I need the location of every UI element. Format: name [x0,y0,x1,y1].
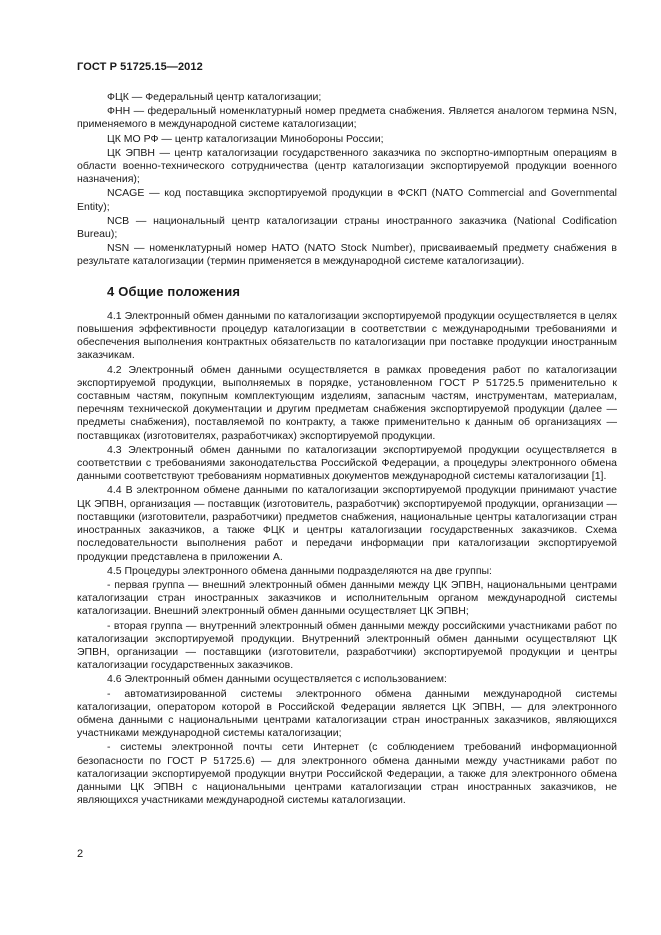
paragraph: 4.6 Электронный обмен данными осуществляется с использованием: [107,673,447,686]
abbreviation-item: NSN — номенклатурный номер НАТО (NATO Stock Number), присваиваемый предмету снабжения в результате каталогизации (термин применяется в международной системе каталогизации). [77,242,617,268]
abbreviation-item: ФНН — федеральный номенклатурный номер предмета снабжения. Является аналогом термина NSN, применяемого в международной системе каталогизации; [77,105,617,131]
list-item: - автоматизированной системы электронного обмена данными международной системы каталогизации, оператором которой в Российской Федерации является ЦК ЭПВН, — для электронного обмена данными с национальными центрами каталогизации стран иностранных заказчиков, являющихся участниками международной системы каталогизации; [77,687,617,740]
page-number: 2 [77,848,84,860]
abbreviation-item: NCB — национальный центр каталогизации страны иностранного заказчика (National Codification Bureau); [77,214,617,241]
abbreviation-item: NCAGE — код поставщика экспортируемой продукции в ФСКП (NATO Commercial and Governmental Entity); [77,187,617,213]
paragraph: 4.4 В электронном обмене данными по каталогизации экспортируемой продукции принимают участие ЦК ЭПВН, организация — поставщик (изготовитель, разработчик) экспортируемой продукции, организации —поставщики (изготовители, разработчики) предметов снабжения, национальные центры каталогизации стран иностранных заказчиков, а также ФЦК и центры каталогизации государственных заказчиков. Схема последовательности выполнения работ и передачи информации при каталогизации экспортируемой продукции представлена в приложении А. [77,484,617,563]
list-item: - вторая группа — внутренний электронный обмен данными между российскими участниками работ по каталогизации экспортируемой продукции. Внутренний электронный обмен данными осуществляют ЦК ЭПВН, организации — поставщики (изготовители, разработчики) экспортируемой продукции и центры каталогизации государственных заказчиков. [77,619,617,672]
paragraph: 4.5 Процедуры электронного обмена данными подразделяются на две группы: [107,564,492,577]
document-header: ГОСТ Р 51725.15—2012 [77,61,203,73]
abbreviation-item: ФЦК — Федеральный центр каталогизации; [107,91,322,103]
list-item: - первая группа — внешний электронный обмен данными между ЦК ЭПВН, национальными центрами каталогизации стран иностранных заказчиков и исполнительным органом международной системы каталогизации. Внешний электронный обмен данными осуществляет ЦК ЭПВН; [77,578,617,618]
abbreviation-item: ЦК ЭПВН — центр каталогизации государственного заказчика по экспортно-импортным операциям в области военно-технического сотрудничества (центр каталогизации экспортируемой продукции военного назначения); [77,146,617,186]
paragraph: 4.2 Электронный обмен данными осуществляется в рамках проведения работ по каталогизации экспортируемой продукции, выполняемых в порядке, установленном ГОСТ Р 51725.5 применительно к составным частям, покупным комплектующим изделиям, запасным частям, инструментам, материалам, перечням технической документации и другим предметам снабжения экспортируемой продукции (далее — предметы снабжения), поставляемой по контракту, а также применительно к данным об организациях — поставщиках (изготовителях, разработчиках) экспортируемой продукции. [77,363,617,442]
section-title: 4 Общие положения [107,283,241,299]
paragraph: 4.3 Электронный обмен данными по каталогизации экспортируемой продукции осуществляется в соответствии с требованиями законодательства Российской Федерации, а процедуры электронного обмена данными соответствуют требованиям нормативных документов международной системы каталогизации [1]. [77,443,617,483]
list-item: - системы электронной почты сети Интернет (с соблюдением требований информационной безопасности по ГОСТ Р 51725.6) — для электронного обмена данными между участниками работ по каталогизации экспортируемой продукции внутри Российской Федерации, а также для электронного обмена данными ЦК ЭПВН с национальными центрами каталогизации стран иностранных заказчиков, не являющихся участниками международной системы каталогизации. [77,741,617,807]
document-body [77,91,617,808]
paragraph: 4.1 Электронный обмен данными по каталогизации экспортируемой продукции осуществляется в целях повышения эффективности процедур каталогизации в соответствии с международными требованиями и обеспечения выполнения контрактных обязательств по каталогизации при поставке продукции иностранным заказчикам. [77,309,617,362]
abbreviation-item: ЦК МО РФ — центр каталогизации Минобороны России; [107,132,384,145]
